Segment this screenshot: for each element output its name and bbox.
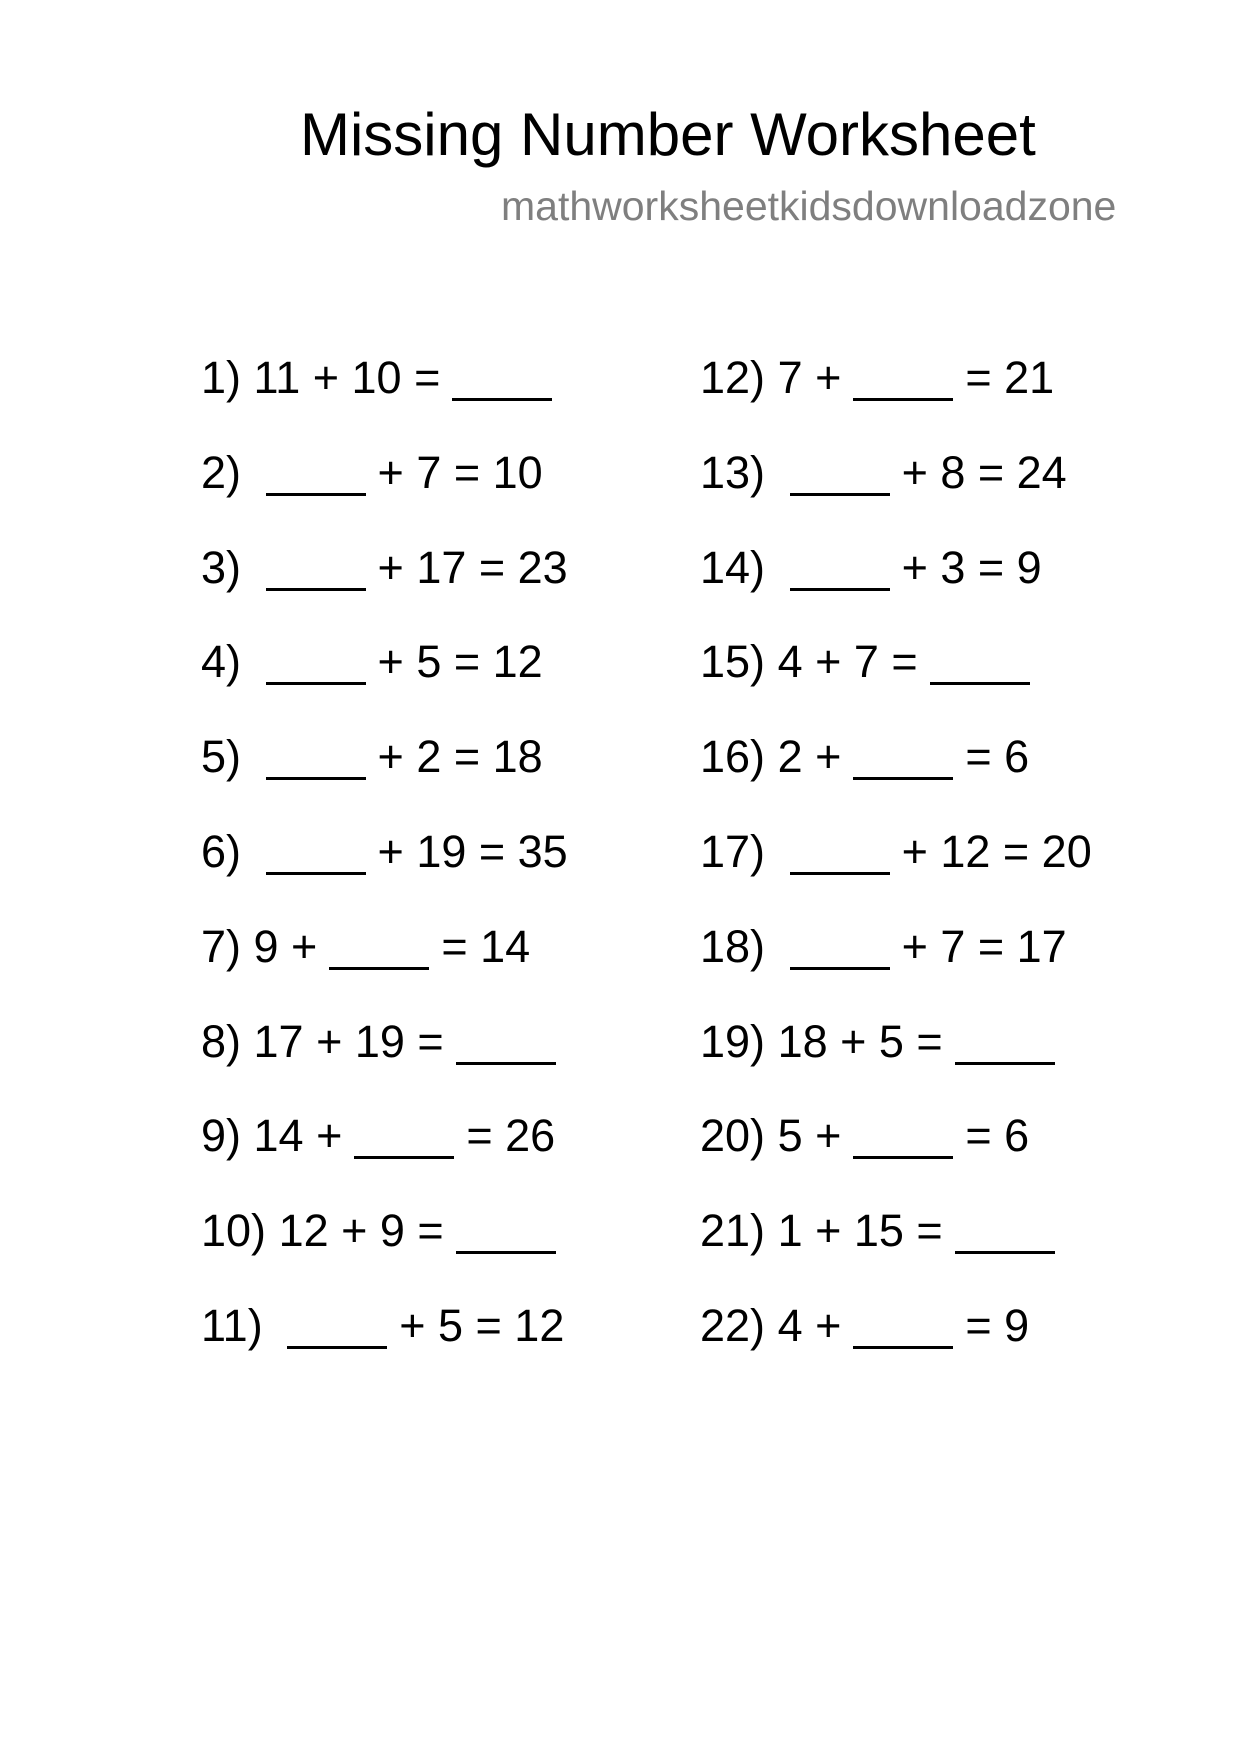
answer-blank[interactable]	[266, 453, 366, 496]
problem-number: 18)	[700, 920, 766, 972]
answer-blank[interactable]	[790, 927, 890, 970]
answer-blank[interactable]	[790, 832, 890, 875]
problem-number: 7)	[201, 920, 242, 972]
problem-item	[700, 1014, 1067, 1074]
answer-blank[interactable]	[853, 737, 953, 780]
problem-expression: 2 +	[777, 731, 842, 783]
problem-item	[700, 824, 1092, 884]
problem-number: 17)	[700, 826, 766, 877]
answer-blank[interactable]	[354, 1116, 454, 1159]
answer-blank[interactable]	[456, 1211, 556, 1254]
problem-number: 4)	[201, 636, 242, 688]
problem-number: 11)	[201, 1300, 263, 1351]
answer-blank[interactable]	[266, 737, 366, 780]
problem-number: 20)	[700, 1110, 766, 1162]
answer-blank[interactable]	[853, 358, 953, 401]
problem-item	[201, 824, 568, 884]
problem-number: 8)	[201, 1015, 242, 1067]
problem-item	[700, 729, 1029, 789]
problem-item	[201, 540, 568, 600]
problem-item	[700, 1203, 1067, 1263]
problem-number: 1)	[201, 352, 242, 403]
problem-number: 6)	[201, 826, 242, 877]
answer-blank[interactable]	[287, 1306, 387, 1349]
answer-blank[interactable]	[456, 1022, 556, 1065]
answer-blank[interactable]	[266, 832, 366, 875]
problem-number: 13)	[700, 446, 766, 498]
problem-expression: 11 + 10 =	[253, 352, 441, 403]
problem-item	[700, 445, 1067, 505]
problem-item	[201, 350, 564, 410]
answer-blank[interactable]	[930, 642, 1030, 685]
answer-blank[interactable]	[790, 453, 890, 496]
problem-expression: 14 +	[253, 1110, 343, 1162]
answer-blank[interactable]	[790, 548, 890, 591]
problem-expression: 4 + 7 =	[777, 636, 918, 688]
problem-expression: = 9	[965, 1300, 1030, 1351]
problem-expression: + 17 = 23	[377, 541, 568, 593]
problem-expression: 17 + 19 =	[253, 1015, 444, 1067]
problem-expression: = 6	[965, 1110, 1030, 1162]
problem-item	[201, 919, 530, 979]
problem-expression: + 2 = 18	[377, 731, 543, 783]
problem-expression: 5 +	[777, 1110, 842, 1162]
watermark-subtitle: mathworksheetkidsdownloadzone	[501, 183, 1117, 229]
answer-blank[interactable]	[329, 927, 429, 970]
problem-expression: = 14	[441, 920, 531, 972]
problem-expression: + 8 = 24	[901, 446, 1067, 498]
answer-blank[interactable]	[452, 358, 552, 401]
problem-expression: = 6	[965, 731, 1030, 783]
problem-item	[201, 1108, 555, 1168]
problem-expression: + 7 = 17	[901, 920, 1067, 972]
problem-item	[700, 919, 1067, 979]
problem-number: 15)	[700, 636, 766, 688]
problem-item	[700, 1298, 1029, 1358]
answer-blank[interactable]	[266, 642, 366, 685]
problem-expression: + 19 = 35	[377, 826, 568, 877]
problem-expression: 18 + 5 =	[777, 1015, 943, 1067]
problem-item	[700, 634, 1042, 694]
problem-expression: + 5 = 12	[399, 1300, 565, 1351]
problem-expression: 12 + 9 =	[278, 1205, 444, 1257]
problem-item	[201, 1014, 568, 1074]
problem-number: 19)	[700, 1015, 766, 1067]
problem-expression: + 5 = 12	[377, 636, 543, 688]
problem-item	[700, 1108, 1029, 1168]
answer-blank[interactable]	[853, 1306, 953, 1349]
problem-number: 9)	[201, 1110, 242, 1162]
answer-blank[interactable]	[955, 1211, 1055, 1254]
problem-number: 21)	[700, 1205, 766, 1257]
answer-blank[interactable]	[266, 548, 366, 591]
problem-number: 3)	[201, 541, 242, 593]
problem-expression: + 7 = 10	[377, 446, 543, 498]
problem-expression: + 3 = 9	[901, 541, 1042, 593]
problem-item	[700, 540, 1042, 600]
answer-blank[interactable]	[955, 1022, 1055, 1065]
problem-item	[201, 445, 543, 505]
problem-item	[201, 729, 543, 789]
problem-number: 16)	[700, 731, 766, 783]
problem-expression: = 26	[466, 1110, 556, 1162]
problem-expression: 9 +	[253, 920, 318, 972]
problem-number: 5)	[201, 731, 242, 783]
problem-expression: 7 +	[777, 352, 842, 403]
problem-item	[700, 350, 1054, 410]
problem-expression: 1 + 15 =	[777, 1205, 943, 1257]
problem-expression: = 21	[965, 352, 1055, 403]
problem-item	[201, 1203, 568, 1263]
problem-number: 10)	[201, 1205, 267, 1257]
problem-item	[201, 634, 543, 694]
problem-expression: 4 +	[777, 1300, 842, 1351]
problem-item	[201, 1298, 564, 1358]
problem-expression: + 12 = 20	[901, 826, 1092, 877]
problem-number: 12)	[700, 352, 766, 403]
problem-number: 22)	[700, 1300, 766, 1351]
problem-number: 14)	[700, 541, 766, 593]
page-title: Missing Number Worksheet	[300, 101, 1036, 168]
problem-number: 2)	[201, 446, 242, 498]
answer-blank[interactable]	[853, 1116, 953, 1159]
